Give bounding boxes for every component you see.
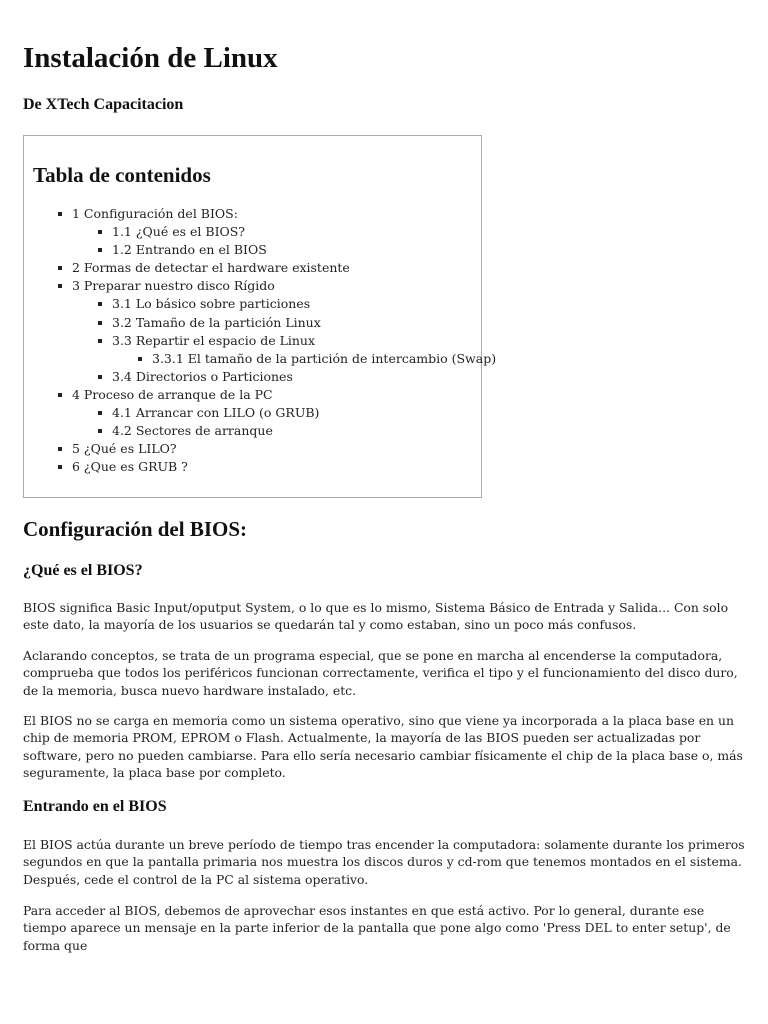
toc-item-label: 4 Proceso de arranque de la PC bbox=[72, 386, 273, 402]
paragraph: Para acceder al BIOS, debemos de aprovechar esos instantes en que está activo. Por lo general, durante ese tiempo aparece un mensaje en la parte inferior de la pantalla que pone algo como 'Press DEL to enter setup', de forma que bbox=[23, 903, 731, 953]
paragraph: El BIOS actúa durante un breve período de tiempo tras encender la computadora: solamente durante los primeros segundos en que la pantalla primaria nos muestra los discos duros y cd-rom que tenemos montados en el sistema. Después, cede el control de la PC al sistema operativo. bbox=[23, 837, 745, 887]
toc-item[interactable] bbox=[24, 404, 483, 422]
toc-item[interactable] bbox=[24, 458, 483, 476]
paragraph: El BIOS no se carga en memoria como un sistema operativo, sino que viene ya incorporada a la placa base en un chip de memoria PROM, EPROM o Flash. Actualmente, la mayoría de las BIOS pueden ser actualizadas por software, pero no pueden cambiarse. Para ello sería necesario cambiar físicamente el chip de la placa base o, más seguramente, la placa base por completo. bbox=[23, 713, 743, 780]
section-heading-bios: Configuración del BIOS: bbox=[23, 517, 248, 541]
toc-item-label: 1 Configuración del BIOS: bbox=[72, 206, 238, 221]
bullet-icon bbox=[58, 465, 62, 469]
paragraph: BIOS significa Basic Input/oputput System, o lo que es lo mismo, Sistema Básico de Entrada y Salida... Con solo este dato, la mayoría de los usuarios se quedarán tal y como estaban, sino un poco más confusos. bbox=[23, 600, 729, 633]
toc-item[interactable] bbox=[24, 259, 483, 277]
bullet-icon bbox=[98, 321, 102, 325]
subsection-heading-entrando-bios: Entrando en el BIOS bbox=[23, 798, 167, 815]
toc-list bbox=[24, 205, 497, 476]
bullet-icon bbox=[98, 339, 102, 343]
bullet-icon bbox=[58, 393, 62, 397]
bullet-icon bbox=[58, 266, 62, 270]
bullet-icon bbox=[58, 447, 62, 451]
toc-item-label: 3.3 Repartir el espacio de Linux bbox=[112, 332, 316, 348]
toc-item[interactable] bbox=[24, 241, 483, 259]
bullet-icon bbox=[98, 375, 102, 379]
page-title: Instalación de Linux bbox=[23, 42, 278, 74]
toc-item-label: 3.4 Directorios o Particiones bbox=[112, 368, 293, 384]
toc-item[interactable] bbox=[24, 277, 483, 295]
toc-item-label: 3.3.1 El tamaño de la partición de intercambio (Swap) bbox=[152, 350, 497, 366]
bullet-icon bbox=[98, 411, 102, 415]
toc-title: Tabla de contenidos bbox=[33, 163, 211, 187]
bullet-icon bbox=[138, 357, 142, 361]
toc-item-label: 5 ¿Qué es LILO? bbox=[72, 441, 177, 457]
table-of-contents bbox=[23, 135, 497, 498]
toc-item[interactable] bbox=[24, 332, 483, 350]
bullet-icon bbox=[98, 230, 102, 234]
toc-item[interactable] bbox=[24, 295, 483, 313]
toc-item[interactable] bbox=[24, 350, 497, 368]
toc-item[interactable] bbox=[24, 223, 483, 241]
page-subtitle: De XTech Capacitacion bbox=[23, 96, 184, 113]
bullet-icon bbox=[98, 302, 102, 306]
toc-item-label: 3.2 Tamaño de la partición Linux bbox=[112, 314, 321, 330]
toc-item[interactable] bbox=[24, 368, 483, 386]
subsection-heading-que-es-bios: ¿Qué es el BIOS? bbox=[23, 562, 143, 579]
toc-item-label: 6 ¿Que es GRUB ? bbox=[72, 459, 188, 475]
toc-item[interactable] bbox=[24, 205, 483, 223]
toc-item[interactable] bbox=[24, 422, 483, 440]
toc-item[interactable] bbox=[24, 440, 483, 458]
toc-item-label: 3 Preparar nuestro disco Rígido bbox=[72, 278, 275, 294]
paragraph: Aclarando conceptos, se trata de un programa especial, que se pone en marcha al encenderse la computadora, comprueba que todos los periféricos funcionan correctamente, verifica el tipo y el funcionamiento del disco duro, de la memoria, busca nuevo hardware instalado, etc. bbox=[23, 648, 738, 698]
toc-item[interactable] bbox=[24, 314, 483, 332]
bullet-icon bbox=[98, 248, 102, 252]
toc-item-label: 4.1 Arrancar con LILO (o GRUB) bbox=[112, 405, 320, 421]
toc-item-label: 1.2 Entrando en el BIOS bbox=[112, 242, 267, 258]
toc-item-label: 3.1 Lo básico sobre particiones bbox=[112, 296, 311, 312]
toc-item-label: 1.1 ¿Qué es el BIOS? bbox=[112, 224, 246, 240]
bullet-icon bbox=[98, 429, 102, 433]
toc-item-label: 2 Formas de detectar el hardware existente bbox=[72, 260, 350, 276]
toc-item[interactable] bbox=[24, 386, 483, 404]
bullet-icon bbox=[58, 284, 62, 288]
bullet-icon bbox=[58, 212, 62, 216]
toc-item-label: 4.2 Sectores de arranque bbox=[112, 423, 273, 439]
